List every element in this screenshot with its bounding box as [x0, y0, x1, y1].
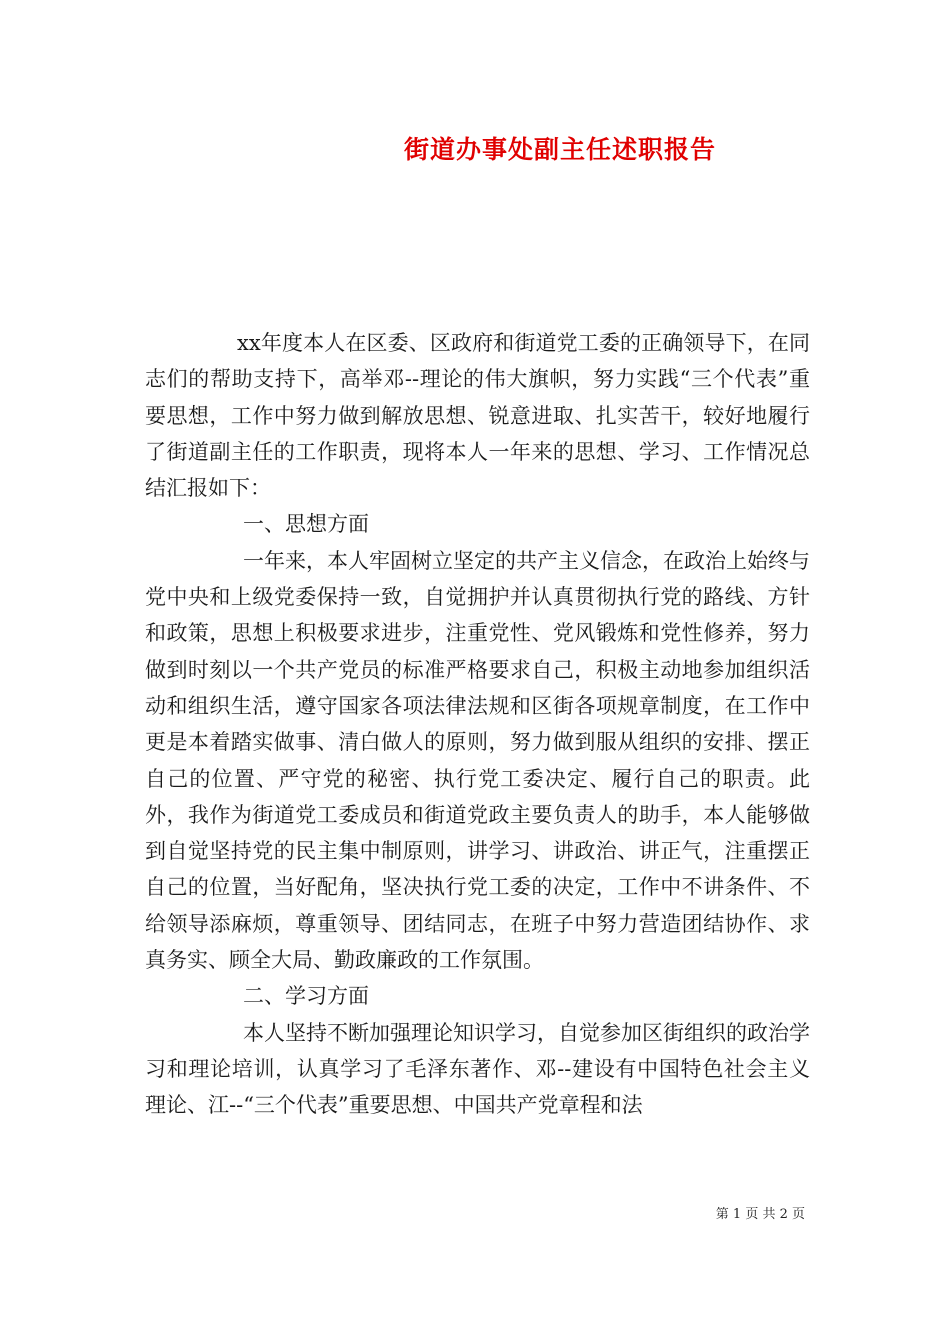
section-study-paragraph: 本人坚持不断加强理论知识学习，自觉参加区街组织的政治学习和理论培训，认真学习了毛泽东著作、邓--建设有中国特色社会主义理论、江--“三个代表”重要思想、中国共产党章程和法	[145, 1020, 810, 1118]
section-heading-thought: 一、思想方面	[243, 512, 369, 537]
section-heading-study: 二、学习方面	[243, 984, 369, 1009]
section-thought-paragraph: 一年来，本人牢固树立坚定的共产主义信念，在政治上始终与党中央和上级党委保持一致，自觉拥护并认真贯彻执行党的路线、方针和政策，思想上积极要求进步，注重党性、党风锻炼和党性修养，努力做到时刻以一个共产党员的标准严格要求自己，积极主动地参加组织活动和组织生活，遵守国家各项法律法规和区街各项规章制度，在工作中更是本着踏实做事、清白做人的原则，努力做到服从组织的安排、摆正自己的位置、严守党的秘密、执行党工委决定、履行自己的职责。此外，我作为街道党工委成员和街道党政主要负责人的助手，本人能够做到自觉坚持党的民主集中制原则，讲学习、讲政治、讲正气，注重摆正自己的位置，当好配角，坚决执行党工委的决定，工作中不讲条件、不给领导添麻烦，尊重领导、团结同志，在班子中努力营造团结协作、求真务实、顾全大局、勤政廉政的工作氛围。	[145, 548, 810, 973]
intro-paragraph: xx年度本人在区委、区政府和街道党工委的正确领导下，在同志们的帮助支持下，高举邓--理论的伟大旗帜，努力实践“三个代表”重要思想，工作中努力做到解放思想、锐意进取、扎实苦干，较好地履行了街道副主任的工作职责，现将本人一年来的思想、学习、工作情况总结汇报如下：	[145, 331, 810, 501]
page-number: 第 1 页 共 2 页	[715, 1207, 805, 1222]
document-body	[145, 325, 810, 1124]
document-title: 街道办事处副主任述职报告	[403, 135, 716, 164]
